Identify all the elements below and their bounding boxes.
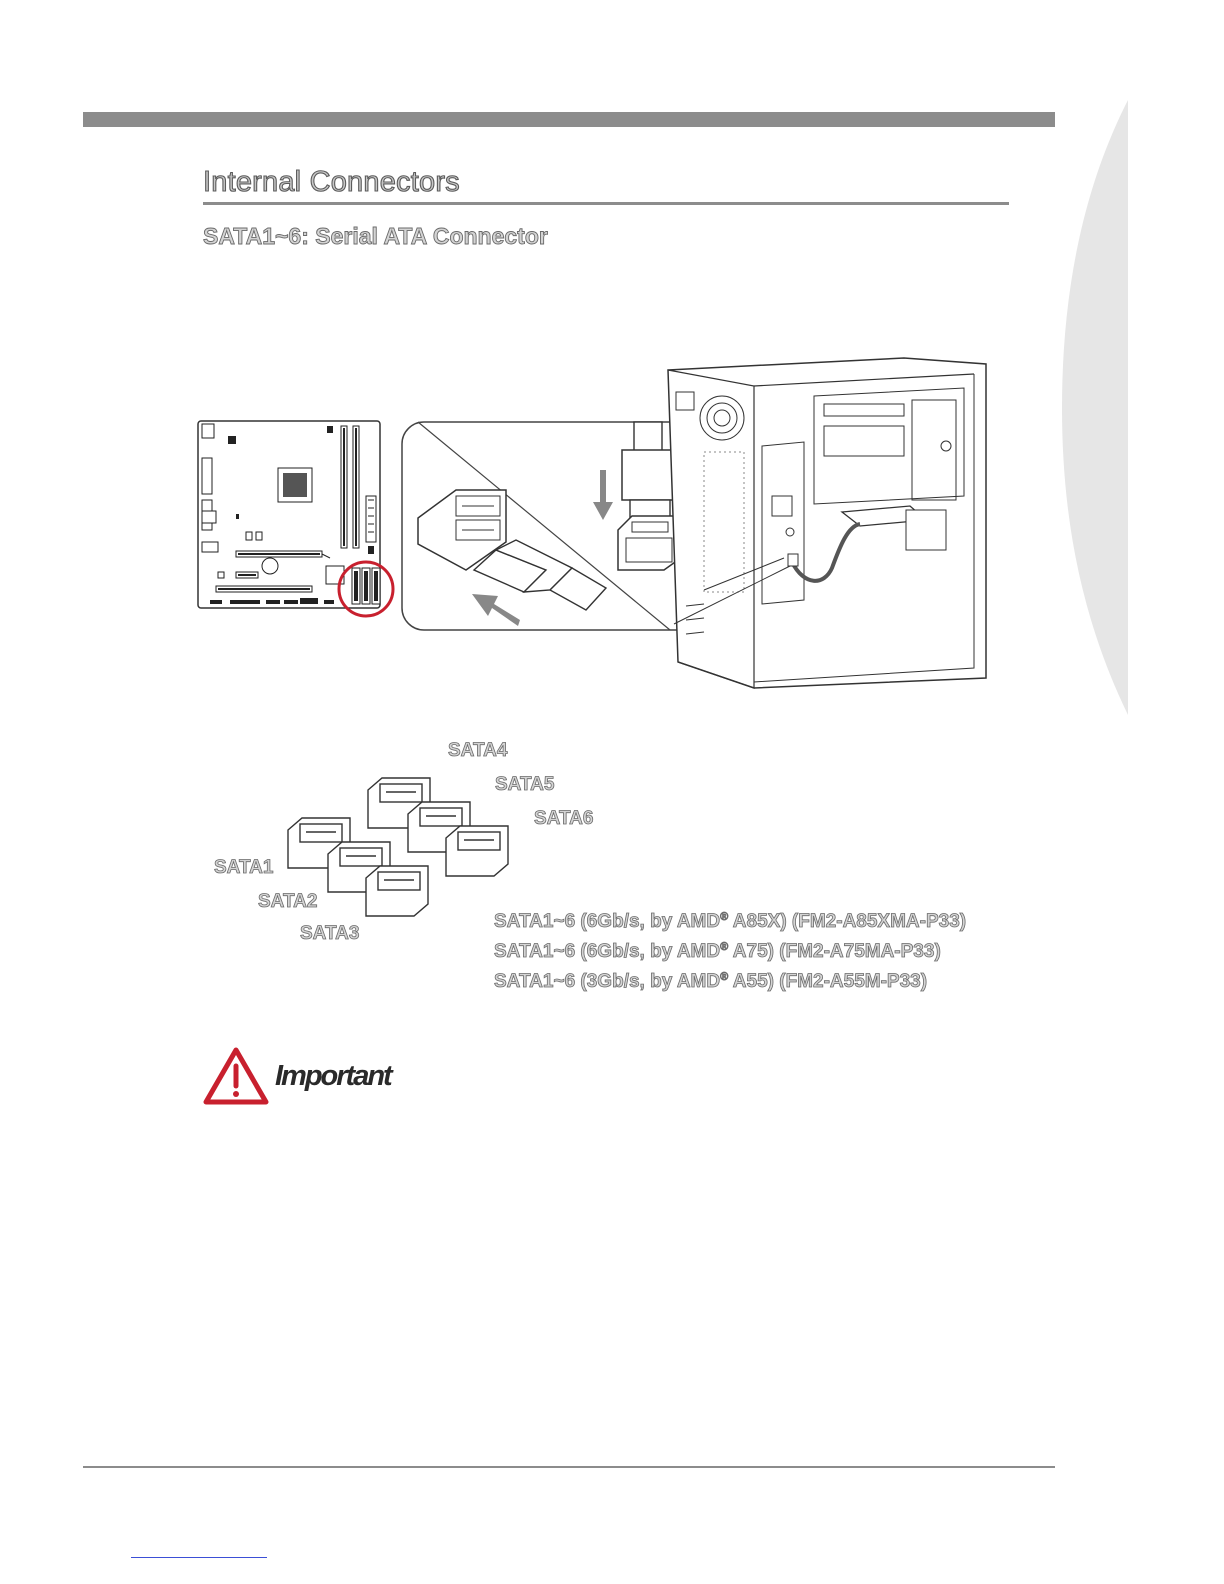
spec-line-a85x: SATA1~6 (6Gb/s, by AMD® A85X) (FM2-A85XMA-P33) xyxy=(494,911,967,932)
side-tab xyxy=(1062,100,1202,715)
sata2-label: SATA2 xyxy=(258,891,318,912)
spec-line-a55: SATA1~6 (3Gb/s, by AMD® A55) (FM2-A55M-P33) xyxy=(494,971,928,992)
important-heading: Important xyxy=(275,1060,391,1092)
footer-link-underline xyxy=(131,1557,267,1558)
sata6-label: SATA6 xyxy=(534,808,594,829)
sata4-label: SATA4 xyxy=(448,740,508,761)
section-title: Internal Connectors xyxy=(203,166,460,198)
sata5-label: SATA5 xyxy=(495,774,555,795)
connector-title: SATA1~6: Serial ATA Connector xyxy=(203,223,548,249)
sata3-connector xyxy=(366,866,428,916)
sata6-connector xyxy=(446,826,508,876)
pc-case-illustration xyxy=(664,356,994,690)
sata1-label: SATA1 xyxy=(214,857,274,878)
header-bar xyxy=(83,112,1055,127)
motherboard-layout-diagram xyxy=(196,418,396,628)
footer-rule xyxy=(83,1466,1055,1468)
spec-line-a75: SATA1~6 (6Gb/s, by AMD® A75) (FM2-A75MA-P33) xyxy=(494,941,941,962)
section-divider xyxy=(203,202,1009,205)
sata3-label: SATA3 xyxy=(300,923,360,944)
warning-icon xyxy=(202,1046,270,1106)
